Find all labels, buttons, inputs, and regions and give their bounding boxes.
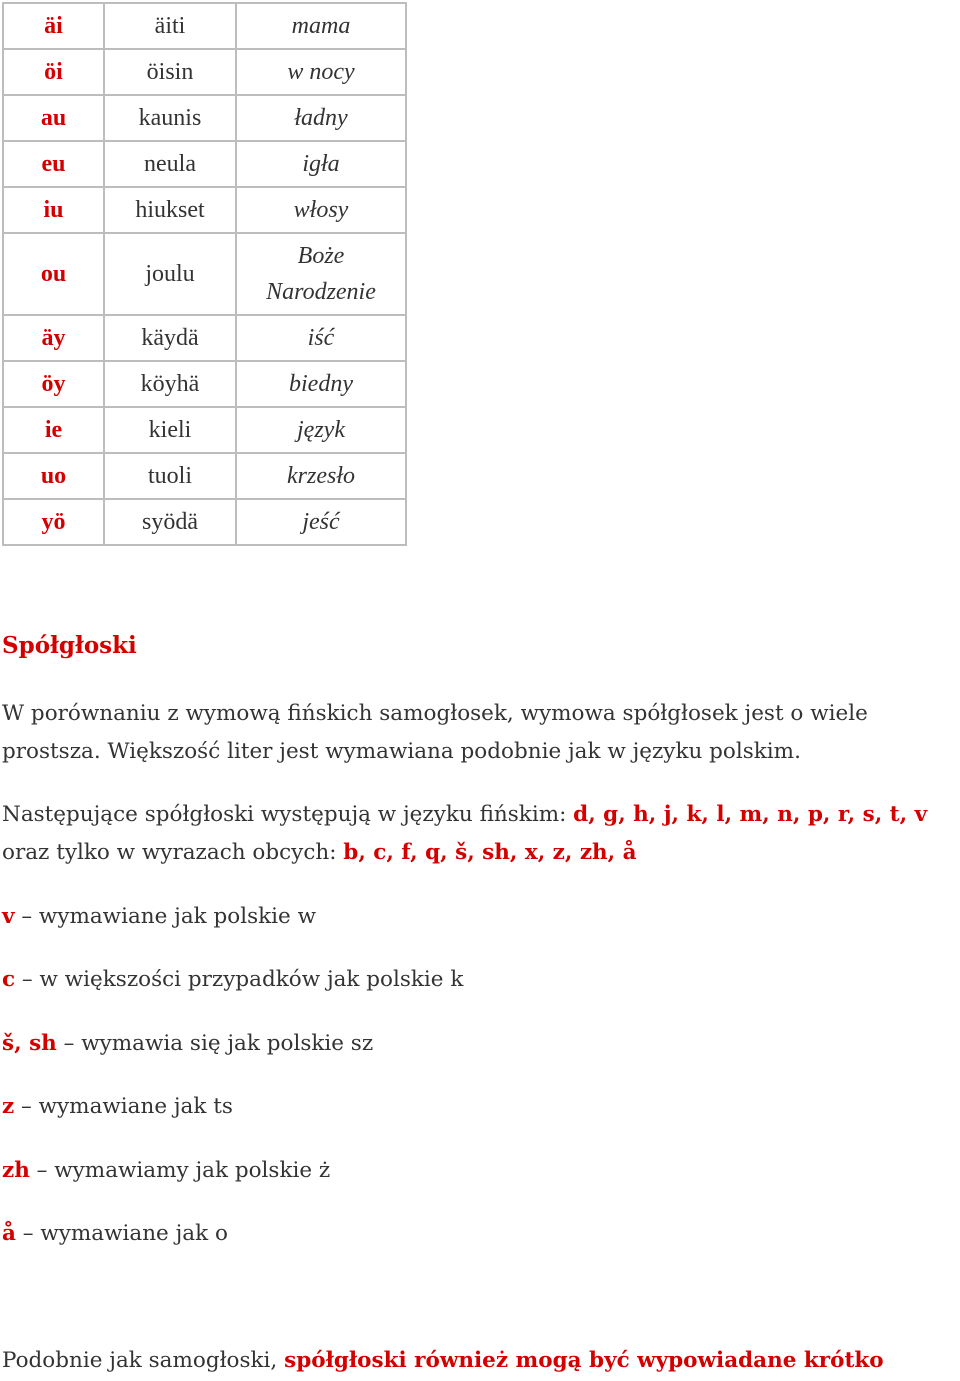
table-row — [3, 49, 406, 95]
pronunciation-rule — [2, 1088, 960, 1126]
rule-text: – wymawia się jak polskie sz — [56, 1031, 374, 1056]
polish-translation-cell: w nocy — [236, 49, 406, 95]
polish-translation-cell: igła — [236, 141, 406, 187]
pronunciation-rule — [2, 898, 960, 936]
diphthong-cell: au — [3, 95, 104, 141]
rule-text: – wymawiane jak polskie w — [14, 904, 317, 929]
diphthong-cell: äi — [3, 3, 104, 49]
polish-translation-cell — [236, 233, 406, 315]
diphthong-cell: öy — [3, 361, 104, 407]
native-consonants-list: d, g, h, j, k, l, m, n, p, r, s, t, v — [573, 802, 928, 827]
polish-translation-cell: mama — [236, 3, 406, 49]
table-row — [3, 453, 406, 499]
finnish-word-cell: joulu — [104, 233, 236, 315]
table-row — [3, 233, 406, 315]
intro-paragraph: W porównaniu z wymową fińskich samogłosek, wymowa spółgłosek jest o wiele prostsza. Większość liter jest wymawiana podobnie jak w języku polskim. — [2, 701, 868, 764]
rule-letter: š, sh — [2, 1031, 57, 1056]
polish-translation-cell: ładny — [236, 95, 406, 141]
polish-translation-cell: jeść — [236, 499, 406, 545]
finnish-word-cell: syödä — [104, 499, 236, 545]
diphthong-cell: iu — [3, 187, 104, 233]
table-row — [3, 361, 406, 407]
paragraph-text: oraz tylko w wyrazach obcych: — [2, 840, 344, 865]
finnish-word-cell: tuoli — [104, 453, 236, 499]
diphthong-table — [2, 2, 407, 546]
polish-translation-cell: włosy — [236, 187, 406, 233]
consonants-paragraph — [2, 796, 960, 872]
finnish-word-cell: kaunis — [104, 95, 236, 141]
finnish-word-cell: öisin — [104, 49, 236, 95]
paragraph-text: Następujące spółgłoski występują w języku fińskim: — [2, 802, 574, 827]
rule-letter: c — [2, 967, 16, 992]
finnish-word-cell: neula — [104, 141, 236, 187]
rule-letter: z — [2, 1094, 15, 1119]
diphthong-cell: yö — [3, 499, 104, 545]
polish-translation-cell: iść — [236, 315, 406, 361]
rule-letter: v — [2, 904, 15, 929]
rule-text: – wymawiane jak o — [15, 1221, 228, 1246]
diphthong-cell: öi — [3, 49, 104, 95]
pronunciation-rule — [2, 1025, 960, 1063]
rule-text: – wymawiamy jak polskie ż — [29, 1158, 331, 1183]
finnish-word-cell: äiti — [104, 3, 236, 49]
table-row — [3, 315, 406, 361]
finnish-word-cell: käydä — [104, 315, 236, 361]
diphthong-cell: ou — [3, 233, 104, 315]
table-row — [3, 141, 406, 187]
rule-letter: zh — [2, 1158, 30, 1183]
rule-text: – wymawiane jak ts — [14, 1094, 233, 1119]
closing-paragraph — [2, 1342, 960, 1380]
foreign-consonants-list: b, c, f, q, š, sh, x, z, zh, å — [343, 840, 637, 865]
table-row — [3, 499, 406, 545]
rule-letter: å — [2, 1221, 16, 1246]
diphthong-cell: äy — [3, 315, 104, 361]
table-row — [3, 187, 406, 233]
pronunciation-rule — [2, 1152, 960, 1190]
finnish-word-cell: köyhä — [104, 361, 236, 407]
finnish-word-cell: kieli — [104, 407, 236, 453]
table-row — [3, 3, 406, 49]
rule-text: – w większości przypadków jak polskie k — [15, 967, 464, 992]
section-heading: Spółgłoski — [2, 632, 137, 659]
polish-translation-line: Boże — [297, 243, 345, 269]
highlighted-text: spółgłoski również mogą być wypowiadane krótko — [284, 1348, 884, 1373]
diphthong-cell: eu — [3, 141, 104, 187]
diphthong-cell: ie — [3, 407, 104, 453]
polish-translation-cell: krzesło — [236, 453, 406, 499]
pronunciation-rule — [2, 961, 960, 999]
table-row — [3, 407, 406, 453]
finnish-word-cell: hiukset — [104, 187, 236, 233]
polish-translation-line: Narodzenie — [266, 279, 376, 305]
polish-translation-cell: język — [236, 407, 406, 453]
pronunciation-rule — [2, 1215, 960, 1253]
table-row — [3, 95, 406, 141]
paragraph-text: Podobnie jak samogłoski, — [2, 1348, 285, 1373]
diphthong-cell: uo — [3, 453, 104, 499]
polish-translation-cell: biedny — [236, 361, 406, 407]
